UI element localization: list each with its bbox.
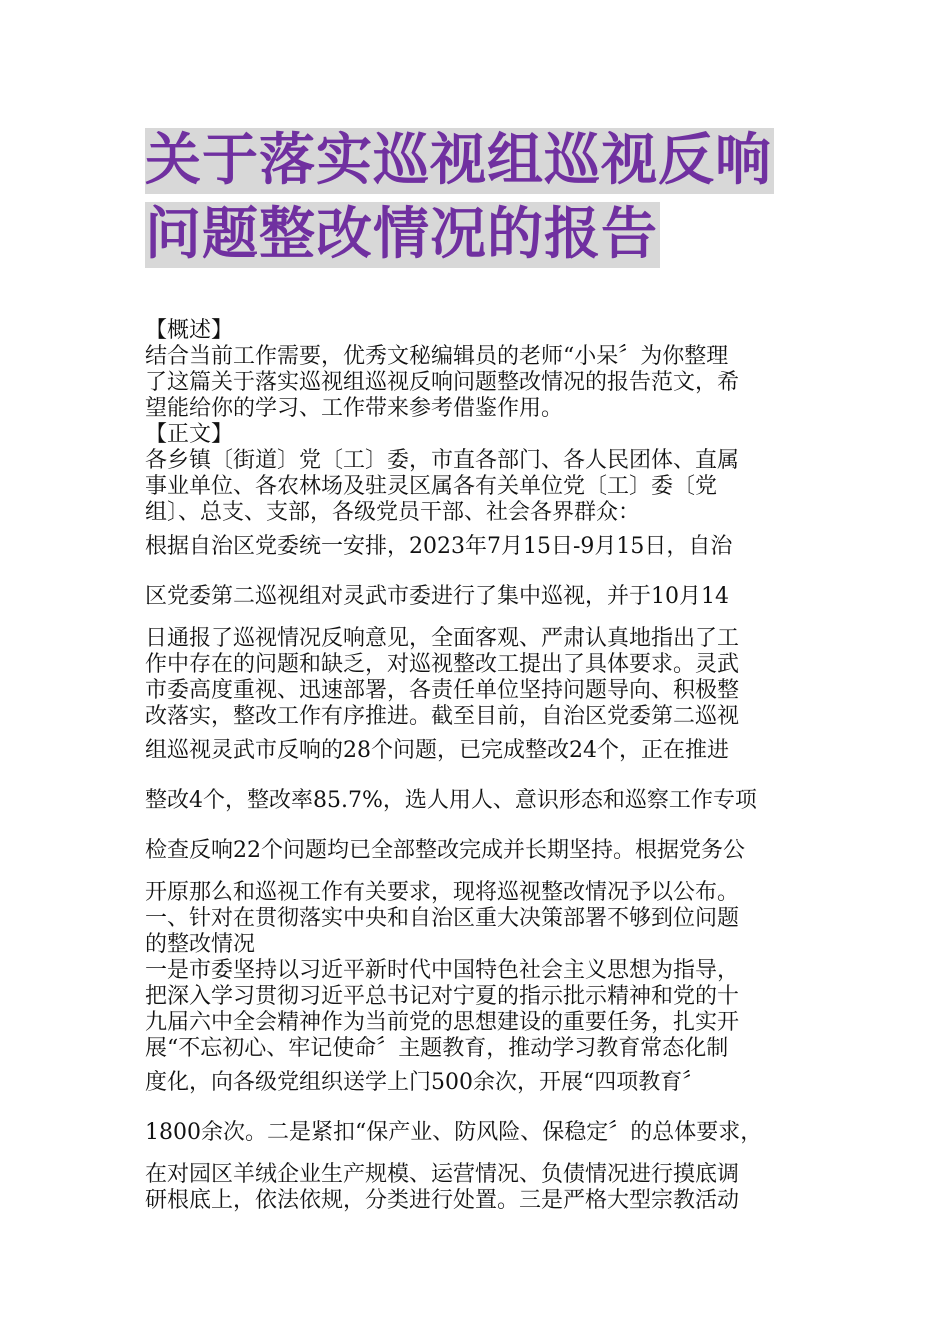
body-line: 一、针对在贯彻落实中央和自治区重大决策部署不够到位问题 [145,906,740,931]
body-line: 整改4个，整改率85.7%，选人用人、意识形态和巡察工作专项 [145,788,757,813]
body-line: 开原那么和巡视工作有关要求，现将巡视整改情况予以公布。 [145,880,740,905]
body-line: 根据自治区党委统一安排，2023年7月15日-9月15日，自治 [145,534,733,559]
body-line: 检查反响22个问题均已全部整改完成并长期坚持。根据党务公 [145,838,745,863]
body-line: 日通报了巡视情况反响意见，全面客观、严肃认真地指出了工 [145,626,740,651]
body-line: 事业单位、各农林场及驻灵区属各有关单位党〔工〕委〔党 [145,474,718,499]
body-line: 1800余次。二是紧扣“保产业、防风险、保稳定〞的总体要求， [145,1120,763,1145]
body-line: 组巡视灵武市反响的28个问题，已完成整改24个，正在推进 [145,738,729,763]
body-line: 区党委第二巡视组对灵武市委进行了集中巡视，并于10月14 [145,584,729,609]
body-line: 作中存在的问题和缺乏，对巡视整改工提出了具体要求。灵武 [145,652,740,677]
body-line: 展“不忘初心、牢记使命〞主题教育，推动学习教育常态化制 [145,1036,729,1061]
body-line: 在对园区羊绒企业生产规模、运营情况、负债情况进行摸底调 [145,1162,740,1187]
body-line: 了这篇关于落实巡视组巡视反响问题整改情况的报告范文，希 [145,370,740,395]
body-line: 的整改情况 [145,932,256,957]
body-line: 【概述】 [145,318,234,343]
body-line: 【正文】 [145,422,234,447]
body-line: 把深入学习贯彻习近平总书记对宁夏的指示批示精神和党的十 [145,984,740,1009]
body-line: 组〕、总支、支部，各级党员干部、社会各界群众： [145,500,641,525]
title-line-2: 问题整改情况的报告 [145,202,658,267]
body-line: 度化，向各级党组织送学上门500余次，开展“四项教育〞 [145,1070,705,1095]
body-line: 一是市委坚持以习近平新时代中国特色社会主义思想为指导， [145,958,740,983]
title-line-1: 关于落实巡视组巡视反响 [145,128,772,193]
body-line: 望能给你的学习、工作带来参考借鉴作用。 [145,396,564,421]
body-line: 研根底上，依法依规，分类进行处置。三是严格大型宗教活动 [145,1188,740,1213]
body-line: 结合当前工作需要，优秀文秘编辑员的老师“小呆〞为你整理 [145,344,729,369]
body-line: 市委高度重视、迅速部署，各责任单位坚持问题导向、积极整 [145,678,740,703]
body-line: 九届六中全会精神作为当前党的思想建设的重要任务，扎实开 [145,1010,740,1035]
body-line: 改落实，整改工作有序推进。截至目前，自治区党委第二巡视 [145,704,740,729]
body-line: 各乡镇〔街道〕党〔工〕委，市直各部门、各人民团体、直属 [145,448,740,473]
